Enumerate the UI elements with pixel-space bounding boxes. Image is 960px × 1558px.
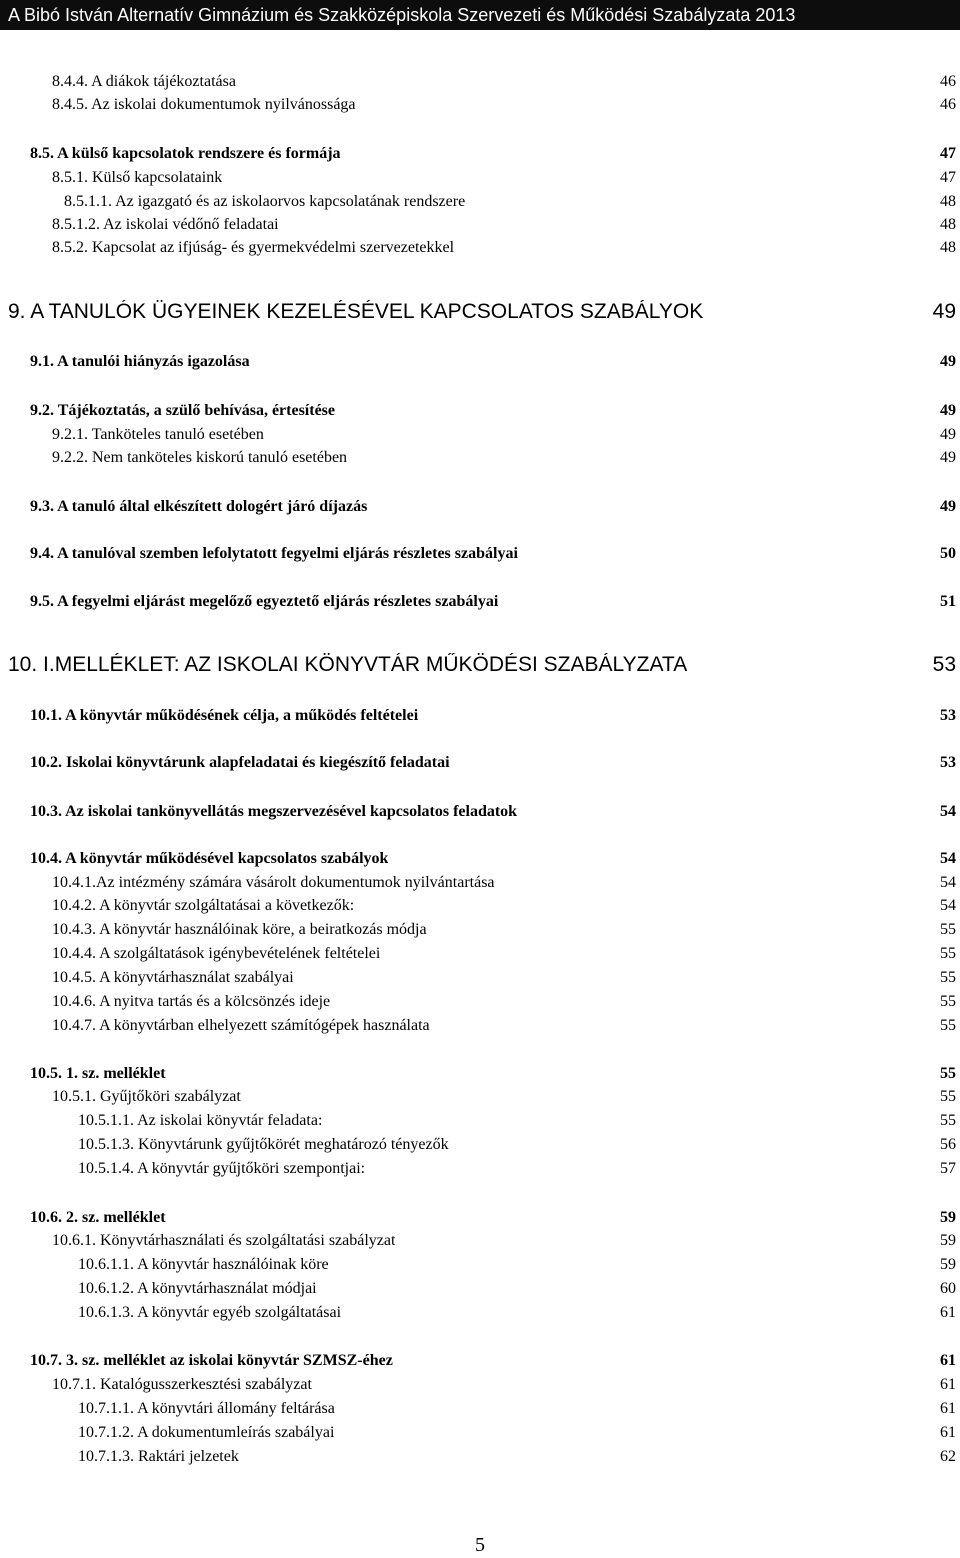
- toc-entry-label: 10.4. A könyvtár működésével kapcsolatos szabályok: [30, 850, 389, 867]
- toc-entry-label: 10.7. 3. sz. melléklet az iskolai könyvtár SZMSZ-éhez: [30, 1352, 393, 1369]
- toc-entry-page: 59: [940, 1256, 956, 1273]
- toc-entry-page: 54: [940, 897, 956, 914]
- toc-entry-page: 47: [940, 145, 956, 162]
- toc-entry[interactable]: [0, 704, 960, 728]
- toc-entry-page: 47: [940, 169, 956, 186]
- toc-entry[interactable]: [0, 990, 960, 1014]
- toc-entry-page: 54: [940, 803, 956, 820]
- toc-entry-page: 49: [940, 402, 956, 419]
- toc-entry[interactable]: [0, 1301, 960, 1325]
- toc-entry-page: 53: [940, 754, 956, 771]
- toc-entry[interactable]: [0, 213, 960, 237]
- toc-entry[interactable]: [0, 297, 960, 327]
- toc-entry-label: 10.2. Iskolai könyvtárunk alapfeladatai és kiegészítő feladatai: [30, 754, 450, 771]
- toc-entry-label: 8.4.5. Az iskolai dokumentumok nyilvánossága: [52, 96, 356, 113]
- toc-entry-page: 61: [940, 1352, 956, 1369]
- toc-entry-label: 10.5.1.3. Könyvtárunk gyűjtőkörét meghatározó tényezők: [78, 1136, 449, 1153]
- toc-entry-page: 55: [940, 1017, 956, 1034]
- toc-entry-label: 9.2.2. Nem tanköteles kiskorú tanuló esetében: [52, 449, 348, 466]
- toc-entry-page: 49: [940, 426, 956, 443]
- toc-entry[interactable]: [0, 190, 960, 214]
- toc-entry[interactable]: [0, 495, 960, 519]
- toc-entry-label: 10.1. A könyvtár működésének célja, a működés feltételei: [30, 707, 419, 724]
- toc-entry-page: 49: [940, 353, 956, 370]
- toc-entry-label: 10.5.1.1. Az iskolai könyvtár feladata:: [78, 1112, 323, 1129]
- toc-entry-label: 9.4. A tanulóval szemben lefolytatott fegyelmi eljárás részletes szabályai: [30, 545, 518, 562]
- toc-entry-label: 10.5.1. Gyűjtőköri szabályzat: [52, 1088, 241, 1105]
- toc-entry[interactable]: [0, 894, 960, 918]
- toc-entry[interactable]: [0, 590, 960, 614]
- toc-entry[interactable]: [0, 1277, 960, 1301]
- toc-entry-page: 48: [940, 239, 956, 256]
- toc-entry-label: 10.6.1.2. A könyvtárhasználat módjai: [78, 1280, 317, 1297]
- toc-entry[interactable]: [0, 1109, 960, 1133]
- toc-entry[interactable]: [0, 1062, 960, 1086]
- toc-entry-page: 56: [940, 1136, 956, 1153]
- toc-entry-label: 8.5.2. Kapcsolat az ifjúság- és gyermekvédelmi szervezetekkel: [52, 239, 455, 256]
- toc-entry[interactable]: [0, 966, 960, 990]
- toc-entry-label: 8.5.1. Külső kapcsolataink: [52, 169, 223, 186]
- toc-entry[interactable]: [0, 1206, 960, 1230]
- toc-entry-page: 54: [940, 850, 956, 867]
- toc-entry-label: 10.5. 1. sz. melléklet: [30, 1065, 166, 1082]
- toc-entry-label: 8.5.1.2. Az iskolai védőnő feladatai: [52, 216, 279, 233]
- toc-entry-page: 55: [940, 1088, 956, 1105]
- toc-entry-page: 59: [940, 1209, 956, 1226]
- toc-entry-label: 10.4.2. A könyvtár szolgáltatásai a következők:: [52, 897, 355, 914]
- toc-entry-page: 51: [940, 593, 956, 610]
- toc-entry[interactable]: [0, 142, 960, 166]
- toc-entry-page: 55: [940, 1065, 956, 1082]
- toc-entry[interactable]: [0, 542, 960, 566]
- toc-entry-page: 61: [940, 1424, 956, 1441]
- toc-entry-label: 10.7.1.1. A könyvtári állomány feltárása: [78, 1400, 335, 1417]
- toc-entry[interactable]: [0, 871, 960, 895]
- toc-entry[interactable]: [0, 399, 960, 423]
- toc-entry-page: 54: [940, 874, 956, 891]
- toc-entry-label: 9.3. A tanuló által elkészített dologért járó díjazás: [30, 498, 368, 515]
- toc-entry[interactable]: [0, 236, 960, 260]
- toc-entry-label: 8.5. A külső kapcsolatok rendszere és formája: [30, 145, 341, 162]
- toc-entry[interactable]: [0, 350, 960, 374]
- toc-entry[interactable]: [0, 1133, 960, 1157]
- toc-entry-label: 10.4.1.Az intézmény számára vásárolt dokumentumok nyilvántartása: [52, 874, 495, 891]
- toc-entry-label: 8.4.4. A diákok tájékoztatása: [52, 73, 236, 90]
- toc-entry-page: 60: [940, 1280, 956, 1297]
- toc-entry[interactable]: [0, 751, 960, 775]
- toc-entry-label: 10.6. 2. sz. melléklet: [30, 1209, 166, 1226]
- toc-entry-page: 49: [940, 498, 956, 515]
- toc-entry-page: 57: [940, 1160, 956, 1177]
- toc-entry-label: 10.7.1. Katalógusszerkesztési szabályzat: [52, 1376, 312, 1393]
- toc-entry[interactable]: [0, 1085, 960, 1109]
- toc-entry-page: 48: [940, 193, 956, 210]
- toc-entry-label: 10.3. Az iskolai tankönyvellátás megszervezésével kapcsolatos feladatok: [30, 803, 518, 820]
- toc-entry[interactable]: [0, 93, 960, 117]
- toc-entry-page: 61: [940, 1376, 956, 1393]
- toc-entry[interactable]: [0, 1373, 960, 1397]
- toc-entry-label: 10.7.1.2. A dokumentumleírás szabályai: [78, 1424, 335, 1441]
- toc-entry-label: 8.5.1.1. Az igazgató és az iskolaorvos kapcsolatának rendszere: [64, 193, 466, 210]
- toc-entry[interactable]: [0, 166, 960, 190]
- toc-entry-label: 10. I.MELLÉKLET: AZ ISKOLAI KÖNYVTÁR MŰKÖDÉSI SZABÁLYZATA: [8, 653, 688, 676]
- toc-entry-label: 10.5.1.4. A könyvtár gyűjtőköri szempontjai:: [78, 1160, 366, 1177]
- toc-entry-label: 9.1. A tanulói hiányzás igazolása: [30, 353, 250, 370]
- toc-entry[interactable]: [0, 446, 960, 470]
- toc-entry-page: 55: [940, 945, 956, 962]
- toc-entry-page: 55: [940, 969, 956, 986]
- toc-entry-label: 10.4.6. A nyitva tartás és a kölcsönzés ideje: [52, 993, 331, 1010]
- toc-entry[interactable]: [0, 1349, 960, 1373]
- toc-entry[interactable]: [0, 847, 960, 871]
- toc-entry[interactable]: [0, 1397, 960, 1421]
- toc-entry-page: 46: [940, 73, 956, 90]
- toc-entry[interactable]: [0, 1421, 960, 1445]
- toc-entry-page: 61: [940, 1400, 956, 1417]
- toc-entry-page: 62: [940, 1448, 956, 1465]
- toc-entry[interactable]: [0, 942, 960, 966]
- toc-entry-label: 10.4.4. A szolgáltatások igénybevételének feltételei: [52, 945, 381, 962]
- document-title: A Bibó István Alternatív Gimnázium és Szakközépiskola Szervezeti és Működési Szabályzata 2013: [8, 5, 796, 25]
- toc-entry-page: 53: [932, 653, 956, 676]
- toc-entry[interactable]: [0, 800, 960, 824]
- toc-entry-label: 9.5. A fegyelmi eljárást megelőző egyeztető eljárás részletes szabályai: [30, 593, 499, 610]
- toc-entry-page: 55: [940, 993, 956, 1010]
- toc-entry-label: 9.2. Tájékoztatás, a szülő behívása, értesítése: [30, 402, 335, 419]
- toc-entry-page: 59: [940, 1232, 956, 1249]
- toc-entry-label: 10.4.5. A könyvtárhasználat szabályai: [52, 969, 294, 986]
- toc-entry-label: 9.2.1. Tanköteles tanuló esetében: [52, 426, 264, 443]
- toc-entry-page: 49: [940, 449, 956, 466]
- toc-entry[interactable]: [0, 918, 960, 942]
- toc-entry[interactable]: [0, 1253, 960, 1277]
- toc-entry-page: 46: [940, 96, 956, 113]
- toc-entry[interactable]: [0, 1157, 960, 1181]
- toc-entry[interactable]: [0, 70, 960, 94]
- toc-entry-label: 10.4.3. A könyvtár használóinak köre, a beiratkozás módja: [52, 921, 427, 938]
- toc-entry-page: 49: [932, 300, 956, 323]
- toc-entry-label: 9. A TANULÓK ÜGYEINEK KEZELÉSÉVEL KAPCSOLATOS SZABÁLYOK: [8, 300, 704, 323]
- toc-entry-page: 55: [940, 921, 956, 938]
- toc-entry-label: 10.6.1.1. A könyvtár használóinak köre: [78, 1256, 329, 1273]
- toc-entry-label: 10.4.7. A könyvtárban elhelyezett számítógépek használata: [52, 1017, 430, 1034]
- page-number: 5: [475, 1534, 485, 1556]
- toc-entry-page: 53: [940, 707, 956, 724]
- toc-entry-page: 48: [940, 216, 956, 233]
- document-header: [0, 0, 960, 30]
- toc-entry[interactable]: [0, 1229, 960, 1253]
- toc-entry-page: 50: [940, 545, 956, 562]
- toc-entry-label: 10.7.1.3. Raktári jelzetek: [78, 1448, 239, 1465]
- toc-entry-page: 55: [940, 1112, 956, 1129]
- toc-entry-label: 10.6.1. Könyvtárhasználati és szolgáltatási szabályzat: [52, 1232, 396, 1249]
- toc-entry[interactable]: [0, 650, 960, 680]
- toc-entry[interactable]: [0, 1014, 960, 1038]
- toc-entry[interactable]: [0, 423, 960, 447]
- toc-entry-page: 61: [940, 1304, 956, 1321]
- toc-entry-label: 10.6.1.3. A könyvtár egyéb szolgáltatásai: [78, 1304, 342, 1321]
- toc-entry[interactable]: [0, 1445, 960, 1469]
